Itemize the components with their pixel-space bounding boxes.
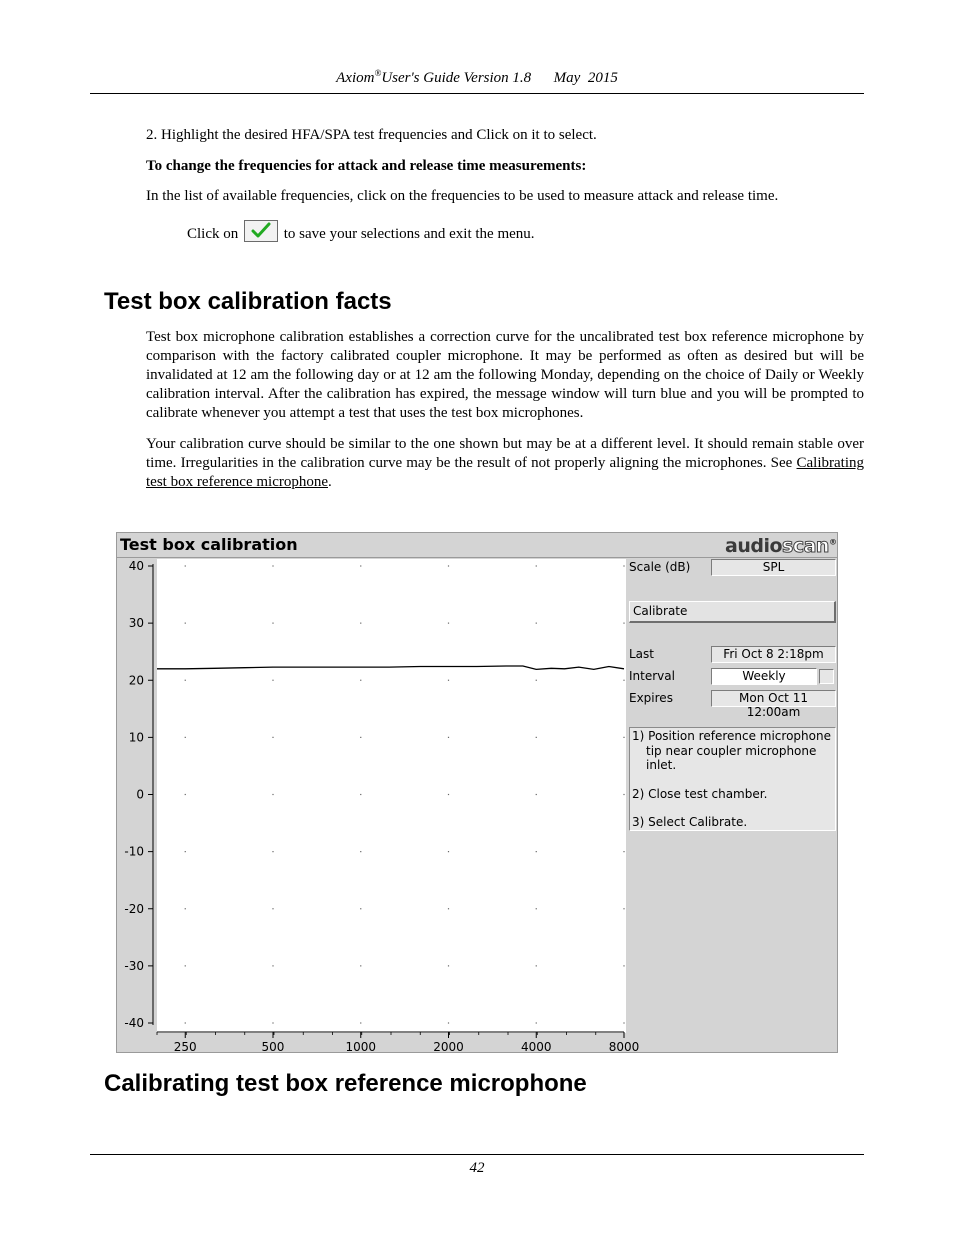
x-tick-label: 1000	[345, 1040, 377, 1052]
checkmark-icon	[251, 222, 271, 239]
grid-dot	[272, 737, 273, 738]
interval-label: Interval	[629, 669, 675, 683]
grid-dot	[536, 737, 537, 738]
interval-dropdown-button[interactable]	[819, 669, 834, 684]
scale-field[interactable]: SPL	[711, 559, 836, 576]
grid-dot	[448, 794, 449, 795]
section-heading-calibrating-microphone: Calibrating test box reference microphone	[104, 1070, 587, 1097]
grid-dot	[360, 565, 361, 566]
grid-dot	[272, 680, 273, 681]
grid-dot	[623, 1022, 624, 1023]
test-box-calibration-screenshot	[116, 532, 838, 1053]
grid-dot	[536, 908, 537, 909]
last-label: Last	[629, 647, 654, 661]
grid-dot	[360, 908, 361, 909]
grid-dot	[623, 908, 624, 909]
grid-dot	[448, 851, 449, 852]
y-tick-label: -40	[124, 1016, 144, 1030]
running-header	[0, 68, 954, 87]
attack-release-paragraph: In the list of available frequencies, click on the frequencies to be used to measure attack and release time.	[146, 188, 779, 204]
x-tick-label: 500	[261, 1040, 285, 1052]
calibrate-button[interactable]: Calibrate	[629, 601, 836, 623]
grid-dot	[185, 908, 186, 909]
grid-dot	[448, 737, 449, 738]
grid-dot	[536, 794, 537, 795]
para2-text: Your calibration curve should be similar to the one shown but may be at a different level. It should remain stable over time. Irregularities in the calibration curve may be the result of not properly aligning the microphones. See	[146, 436, 864, 471]
footer-rule	[90, 1154, 864, 1155]
grid-dot	[623, 680, 624, 681]
calibration-facts-paragraph-2	[146, 435, 864, 492]
para2-end: .	[328, 474, 332, 490]
grid-dot	[623, 623, 624, 624]
grid-dot	[185, 1022, 186, 1023]
logo-audio: audio	[725, 535, 783, 557]
grid-dot	[185, 565, 186, 566]
grid-dot	[360, 623, 361, 624]
grid-dot	[272, 623, 273, 624]
section-heading-calibration-facts: Test box calibration facts	[104, 288, 392, 315]
grid-dot	[536, 965, 537, 966]
y-tick-label: -10	[124, 844, 144, 859]
calibrating-link[interactable]: Calibrating test box reference microphone	[146, 455, 865, 490]
click-on-text: Click on	[187, 226, 239, 242]
grid-dot	[360, 965, 361, 966]
y-tick-label: 40	[128, 559, 144, 573]
y-tick-label: -20	[124, 901, 144, 916]
screenshot-title: Test box calibration	[120, 535, 298, 554]
page-number: 42	[469, 1160, 485, 1176]
attack-release-heading: To change the frequencies for attack and release time measurements:	[146, 158, 587, 174]
grid-dot	[185, 965, 186, 966]
grid-dot	[360, 1022, 361, 1023]
y-tick-label: 20	[128, 673, 144, 688]
click-on-line	[187, 220, 787, 244]
calibration-facts-paragraph-1: Test box microphone calibration establishes a correction curve for the uncalibrated test box reference microphone by comparison with the factory calibrated coupler microphone. It may be performed as often as desired but will be invalidated at 12 am the following day or at 12 am the following Monday, depending on the choice of Daily or Weekly calibration interval. After the calibration has expired, the message window will turn blue and you will be prompted to calibrate whenever you attempt a test that uses the test box microphones.	[146, 329, 864, 421]
grid-dot	[185, 623, 186, 624]
grid-dot	[360, 794, 361, 795]
grid-dot	[185, 794, 186, 795]
x-tick-label: 250	[173, 1040, 197, 1052]
instruction-step-3: 3) Select Calibrate.	[632, 815, 748, 829]
grid-dot	[272, 1022, 273, 1023]
y-tick-label: 10	[128, 730, 144, 745]
save-check-button[interactable]	[244, 220, 278, 242]
grid-dot	[185, 680, 186, 681]
grid-dot	[272, 794, 273, 795]
x-tick-label: 8000	[608, 1040, 640, 1052]
calibration-curve	[157, 666, 624, 669]
grid-dot	[536, 623, 537, 624]
grid-dot	[623, 965, 624, 966]
x-tick-label: 4000	[520, 1040, 552, 1052]
interval-select[interactable]: Weekly	[711, 668, 817, 685]
grid-dot	[448, 965, 449, 966]
instruction-step-1c: inlet.	[646, 758, 677, 772]
expires-field: Mon Oct 11 12:00am	[711, 690, 836, 707]
grid-dot	[360, 737, 361, 738]
grid-dot	[536, 680, 537, 681]
grid-dot	[272, 565, 273, 566]
header-product: Axiom	[336, 70, 375, 86]
grid-dot	[448, 1022, 449, 1023]
header-registered-mark: ®	[374, 68, 382, 78]
grid-dot	[623, 565, 624, 566]
y-tick-label: 30	[128, 616, 144, 631]
grid-dot	[536, 1022, 537, 1023]
grid-dot	[448, 565, 449, 566]
instruction-step-1: 1) Position reference microphone	[632, 729, 831, 743]
grid-dot	[360, 851, 361, 852]
grid-dot	[185, 851, 186, 852]
logo-registered: ®	[828, 537, 837, 547]
grid-dot	[536, 851, 537, 852]
logo-scan: scan	[782, 535, 829, 557]
x-tick-label: 2000	[433, 1040, 464, 1052]
grid-dot	[448, 680, 449, 681]
y-tick-label: 0	[136, 787, 144, 802]
last-calibration-field: Fri Oct 8 2:18pm	[711, 646, 836, 663]
step-2-text: 2. Highlight the desired HFA/SPA test frequencies and Click on it to select.	[146, 127, 597, 143]
instructions-box	[629, 727, 836, 831]
scale-label: Scale (dB)	[629, 560, 691, 574]
grid-dot	[272, 851, 273, 852]
grid-dot	[448, 908, 449, 909]
instruction-step-2: 2) Close test chamber.	[632, 786, 768, 801]
instruction-step-1b: tip near coupler microphone	[646, 743, 817, 758]
grid-dot	[360, 680, 361, 681]
header-rule	[90, 93, 864, 94]
grid-dot	[623, 794, 624, 795]
grid-dot	[623, 851, 624, 852]
grid-dot	[536, 565, 537, 566]
grid-dot	[185, 737, 186, 738]
expires-label: Expires	[629, 691, 673, 705]
grid-dot	[623, 737, 624, 738]
header-rest: User's Guide Version 1.8 May 2015	[381, 70, 618, 86]
grid-dot	[272, 908, 273, 909]
click-after-text: to save your selections and exit the menu.	[283, 226, 535, 242]
y-tick-label: -30	[124, 958, 144, 973]
grid-dot	[272, 965, 273, 966]
grid-dot	[448, 623, 449, 624]
